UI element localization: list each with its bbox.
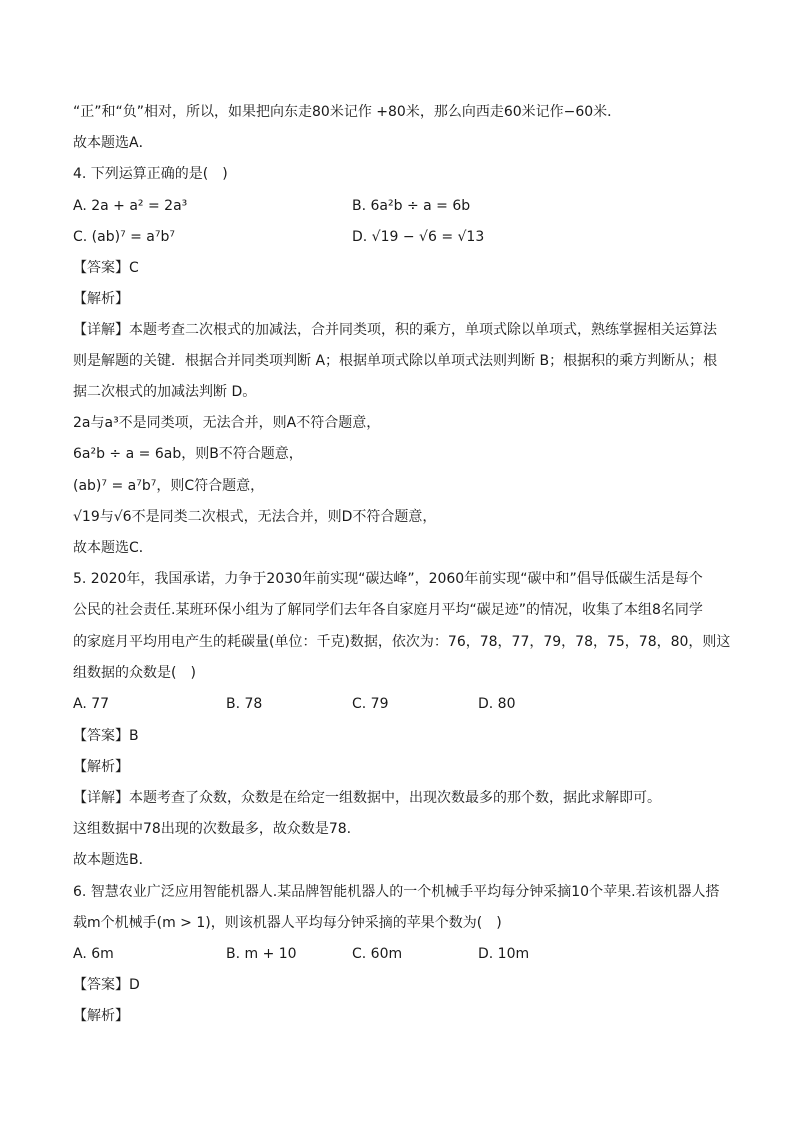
q5-detail-line: 【详解】本题考查了众数，众数是在给定一组数据中，出现次数最多的那个数，据此求解即可。	[73, 790, 661, 806]
question-6-stem: 载m个机械手(m > 1)，则该机器人平均每分钟采摘的苹果个数为( )	[73, 915, 502, 931]
q4-option-d: D. √19 − √6 = √13	[352, 229, 485, 245]
q6-analysis-label: 【解析】	[73, 1008, 129, 1024]
q6-option-d: D. 10m	[478, 946, 530, 962]
q4-option-c: C. (ab)⁷ = a⁷b⁷	[73, 229, 175, 245]
q4-step: √19与√6不是同类二次根式，无法合并，则D不符合题意，	[73, 509, 437, 525]
q5-answer: 【答案】B	[73, 728, 139, 744]
q5-option-a: A. 77	[73, 696, 110, 712]
question-5-stem: 组数据的众数是( )	[73, 665, 196, 681]
q5-option-b: B. 78	[226, 696, 263, 712]
question-6-stem: 6. 智慧农业广泛应用智能机器人.某品牌智能机器人的一个机械手平均每分钟采摘10个苹果.若该机器人搭	[73, 884, 720, 900]
q6-option-a: A. 6m	[73, 946, 114, 962]
question-4-stem: 4. 下列运算正确的是( )	[73, 166, 228, 182]
q6-option-b: B. m + 10	[226, 946, 297, 962]
q5-option-c: C. 79	[352, 696, 389, 712]
text-line: “正”和“负”相对，所以，如果把向东走80米记作 +80米，那么向西走60米记作−60米．	[73, 104, 622, 120]
q6-answer: 【答案】D	[73, 977, 140, 993]
q4-conclusion: 故本题选C．	[73, 540, 153, 556]
q5-option-d: D. 80	[478, 696, 516, 712]
q6-option-c: C. 60m	[352, 946, 403, 962]
q5-analysis-label: 【解析】	[73, 759, 129, 775]
q4-detail-line: 则是解题的关键．根据合并同类项判断 A；根据单项式除以单项式法则判断 B；根据积的乘方判断从；根	[73, 353, 718, 369]
q4-answer: 【答案】C	[73, 260, 139, 276]
q4-step: 6a²b ÷ a = 6ab，则B不符合题意，	[73, 446, 303, 462]
question-5-stem: 5. 2020年，我国承诺，力争于2030年前实现“碳达峰”，2060年前实现“碳中和”倡导低碳生活是每个	[73, 571, 703, 587]
q4-option-a: A. 2a + a² = 2a³	[73, 198, 188, 214]
text-line: 故本题选A．	[73, 135, 153, 151]
question-5-stem: 的家庭月平均用电产生的耗碳量(单位：千克)数据，依次为：76，78，77，79，78，75，78，80，则这	[73, 634, 731, 650]
q5-conclusion: 故本题选B．	[73, 852, 153, 868]
q4-analysis-label: 【解析】	[73, 291, 129, 307]
q5-step: 这组数据中78出现的次数最多，故众数是78.	[73, 821, 352, 837]
q4-detail-line: 据二次根式的加减法判断 D。	[73, 384, 257, 400]
question-5-stem: 公民的社会责任.某班环保小组为了解同学们去年各自家庭月平均“碳足迹”的情况，收集了本组8名同学	[73, 602, 703, 618]
q4-detail-line: 【详解】本题考查二次根式的加减法，合并同类项，积的乘方，单项式除以单项式，熟练掌握相关运算法	[73, 322, 717, 338]
q4-step: 2a与a³不是同类项，无法合并，则A不符合题意，	[73, 415, 381, 431]
q4-option-b: B. 6a²b ÷ a = 6b	[352, 198, 471, 214]
q4-step: (ab)⁷ = a⁷b⁷，则C符合题意，	[73, 478, 265, 494]
